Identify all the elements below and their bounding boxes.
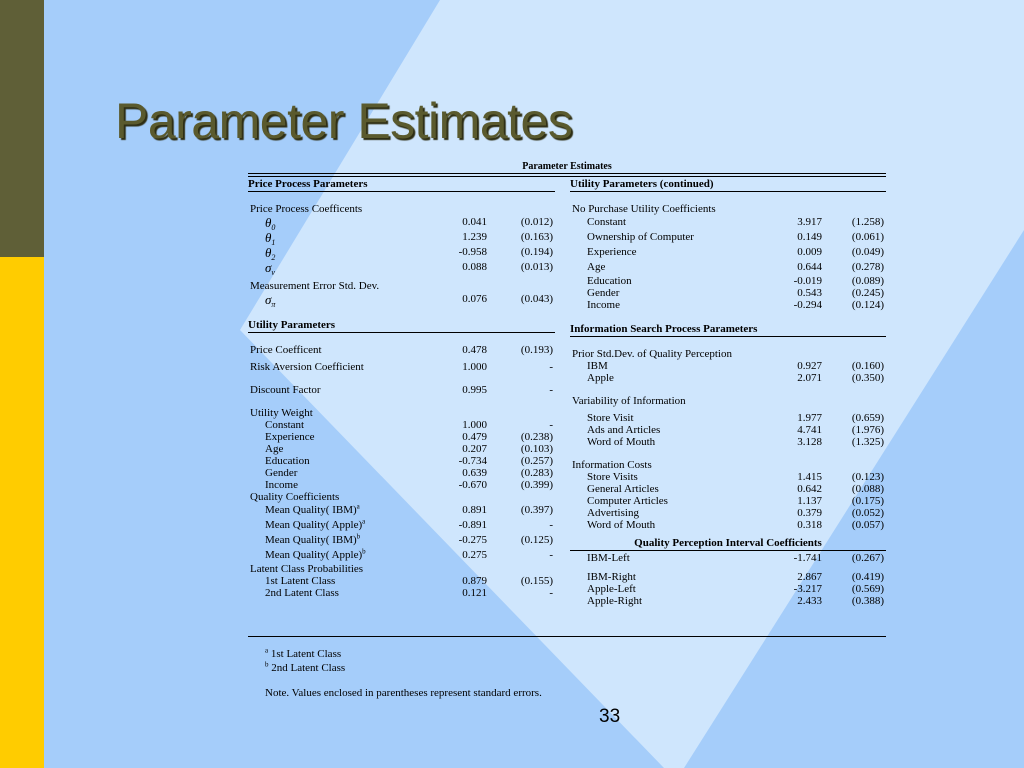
estimate-value: 0.121 <box>462 587 487 599</box>
table-row <box>570 230 886 245</box>
table-row <box>570 260 886 275</box>
row-label-text: Mean Quality( IBM) <box>265 504 357 516</box>
table-row <box>570 459 886 471</box>
standard-error: - <box>549 587 553 599</box>
table-row <box>570 551 886 566</box>
parameter-table <box>248 160 886 699</box>
estimate-value: 0.207 <box>462 443 487 455</box>
standard-error: (0.061) <box>851 231 884 243</box>
table-row <box>570 519 886 531</box>
table-row <box>570 348 886 360</box>
note-text: Note. Values enclosed in parentheses represent standard errors. <box>265 687 542 699</box>
table-row <box>248 503 555 518</box>
standard-error: (0.155) <box>520 575 553 587</box>
row-gap <box>248 396 555 407</box>
table-row <box>570 483 886 495</box>
row-label: General Articles <box>587 483 659 495</box>
estimate-value: 1.137 <box>797 495 822 507</box>
page-number: 33 <box>599 706 621 727</box>
row-label: Advertising <box>587 507 639 519</box>
row-label: IBM <box>587 360 608 372</box>
row-label <box>265 503 360 518</box>
olive-side-bar <box>0 0 44 257</box>
row-label <box>265 292 275 312</box>
row-gap <box>570 192 886 203</box>
table-row <box>248 203 555 215</box>
table-row <box>248 575 555 587</box>
row-gap <box>248 192 555 203</box>
table-row <box>248 292 555 310</box>
estimate-value: 1.239 <box>462 231 487 243</box>
table-row <box>248 407 555 419</box>
row-label: IBM-Right <box>587 571 636 583</box>
row-label: Price Coefficent <box>250 344 322 356</box>
estimate-value: 0.927 <box>797 360 822 372</box>
greek-subscript: 2 <box>271 253 276 263</box>
row-label: Discount Factor <box>250 384 321 396</box>
row-label: Experience <box>265 431 315 443</box>
table-note <box>265 648 542 661</box>
table-row <box>248 455 555 467</box>
row-label: Income <box>265 479 298 491</box>
standard-error: (0.245) <box>851 287 884 299</box>
standard-error: (0.267) <box>851 552 884 564</box>
table-row <box>248 443 555 455</box>
estimate-value: 0.479 <box>462 431 487 443</box>
estimate-value: 0.379 <box>797 507 822 519</box>
row-gap <box>248 333 555 344</box>
standard-error: - <box>549 419 553 431</box>
row-label: Store Visit <box>587 412 634 424</box>
standard-error: (0.194) <box>520 246 553 258</box>
estimate-value: -0.734 <box>458 455 487 467</box>
row-label <box>265 548 366 563</box>
row-gap <box>570 384 886 395</box>
estimate-value: 4.741 <box>797 424 822 436</box>
table-right-column <box>570 177 886 607</box>
table-row <box>248 431 555 443</box>
table-row <box>570 203 886 215</box>
standard-error: (0.103) <box>520 443 553 455</box>
table-row <box>570 424 886 436</box>
standard-error: (0.124) <box>851 299 884 311</box>
table-note <box>265 662 542 675</box>
estimate-value: 0.275 <box>462 549 487 561</box>
row-label <box>265 518 365 533</box>
row-label: Constant <box>265 419 305 431</box>
greek-symbol: θ <box>265 230 272 245</box>
standard-error: (0.350) <box>851 372 884 384</box>
table-notes <box>265 648 542 701</box>
table-row <box>570 287 886 299</box>
row-label: IBM-Left <box>587 552 630 564</box>
estimate-value: 3.128 <box>797 436 822 448</box>
table-row <box>570 360 886 372</box>
estimate-value: 0.644 <box>797 261 822 273</box>
row-label: Quality Coefficients <box>250 491 340 503</box>
table-row <box>248 587 555 599</box>
standard-error: (0.569) <box>851 583 884 595</box>
table-row <box>570 436 886 448</box>
row-label: Age <box>265 443 284 455</box>
estimate-value: -3.217 <box>793 583 822 595</box>
estimate-value: 0.041 <box>462 216 487 228</box>
footnote-marker: b <box>265 660 269 669</box>
estimate-value: 0.318 <box>797 519 822 531</box>
row-label: No Purchase Utility Coefficients <box>572 203 716 215</box>
standard-error: (0.419) <box>851 571 884 583</box>
row-label-text: Mean Quality( IBM) <box>265 534 357 546</box>
row-label: Ads and Articles <box>587 424 661 436</box>
row-label: Apple-Left <box>587 583 636 595</box>
estimate-value: 0.891 <box>462 504 487 516</box>
row-label: Apple <box>587 372 614 384</box>
greek-subscript: 1 <box>271 238 276 248</box>
greek-symbol: θ <box>265 215 272 230</box>
row-label: Store Visits <box>587 471 638 483</box>
section-header: Information Search Process Parameters <box>570 322 886 337</box>
table-row <box>570 583 886 595</box>
row-label: Gender <box>587 287 620 299</box>
row-gap <box>570 337 886 348</box>
table-row <box>248 260 555 278</box>
table-row <box>570 507 886 519</box>
estimate-value: -0.294 <box>793 299 822 311</box>
greek-symbol: σ <box>265 292 272 307</box>
greek-symbol: θ <box>265 245 272 260</box>
table-row <box>248 361 555 373</box>
row-gap <box>248 307 555 318</box>
estimate-value: 2.071 <box>797 372 822 384</box>
row-label: Variability of Information <box>572 395 686 407</box>
estimate-value: 0.879 <box>462 575 487 587</box>
estimate-value: 2.433 <box>797 595 822 607</box>
standard-error: (0.238) <box>520 431 553 443</box>
standard-error: (0.043) <box>520 293 553 305</box>
estimate-value: -0.891 <box>458 519 487 531</box>
row-label: Gender <box>265 467 298 479</box>
standard-error: (1.976) <box>851 424 884 436</box>
table-left-column <box>248 177 555 599</box>
table-row <box>248 563 555 575</box>
estimate-value: 1.000 <box>462 419 487 431</box>
footnote-marker: a <box>265 646 269 655</box>
row-label: Measurement Error Std. Dev. <box>250 280 380 292</box>
estimate-value: 0.642 <box>797 483 822 495</box>
estimate-value: -0.958 <box>458 246 487 258</box>
estimate-value: 1.000 <box>462 361 487 373</box>
row-label: Risk Aversion Coefficient <box>250 361 364 373</box>
table-row <box>570 395 886 407</box>
estimate-value: 0.149 <box>797 231 822 243</box>
estimate-value: -1.741 <box>793 552 822 564</box>
row-label: Utility Weight <box>250 407 313 419</box>
standard-error: (0.057) <box>851 519 884 531</box>
row-label: 1st Latent Class <box>265 575 336 587</box>
greek-subscript: 0 <box>271 223 276 233</box>
estimate-value: -0.019 <box>793 275 822 287</box>
table-row <box>570 372 886 384</box>
standard-error: (0.397) <box>520 504 553 516</box>
estimate-value: 0.639 <box>462 467 487 479</box>
table-row <box>248 518 555 533</box>
standard-error: (0.283) <box>520 467 553 479</box>
table-row <box>248 384 555 396</box>
standard-error: (0.659) <box>851 412 884 424</box>
standard-error: (0.052) <box>851 507 884 519</box>
table-row <box>248 533 555 548</box>
table-row <box>570 215 886 230</box>
row-label-text: Mean Quality( Apple) <box>265 519 363 531</box>
standard-error: - <box>549 384 553 396</box>
table-row <box>570 495 886 507</box>
table-row <box>570 412 886 424</box>
standard-error: (0.175) <box>851 495 884 507</box>
table-row <box>248 491 555 503</box>
estimate-value: 2.867 <box>797 571 822 583</box>
row-label: Apple-Right <box>587 595 642 607</box>
row-label: Age <box>587 261 606 273</box>
standard-error: - <box>549 361 553 373</box>
greek-subscript: ν <box>271 268 275 278</box>
table-columns <box>248 177 886 635</box>
row-label: Computer Articles <box>587 495 668 507</box>
estimate-value: 0.076 <box>462 293 487 305</box>
standard-error: (0.013) <box>520 261 553 273</box>
slide-title: Parameter Estimates <box>115 93 573 149</box>
standard-error: (1.325) <box>851 436 884 448</box>
estimate-value: 0.009 <box>797 246 822 258</box>
table-row <box>570 275 886 287</box>
table-bottom-rule <box>248 636 886 637</box>
row-label: Experience <box>587 246 637 258</box>
row-label <box>265 533 360 548</box>
estimate-value: 0.478 <box>462 344 487 356</box>
estimate-value: 0.995 <box>462 384 487 396</box>
table-row <box>248 215 555 233</box>
section-header: Price Process Parameters <box>248 177 555 192</box>
table-row <box>248 479 555 491</box>
standard-error: (1.258) <box>851 216 884 228</box>
note-text: 1st Latent Class <box>270 648 342 660</box>
row-label: Price Process Coefficents <box>250 203 363 215</box>
yellow-side-bar <box>0 257 44 768</box>
standard-error: - <box>549 519 553 531</box>
table-title: Parameter Estimates <box>522 161 612 172</box>
greek-symbol: σ <box>265 260 272 275</box>
footnote-marker: b <box>362 547 366 556</box>
table-row <box>248 419 555 431</box>
estimate-value: -0.670 <box>458 479 487 491</box>
section-header: Quality Perception Interval Coefficients <box>570 536 886 551</box>
standard-error: (0.160) <box>851 360 884 372</box>
standard-error: (0.125) <box>520 534 553 546</box>
estimate-value: -0.275 <box>458 534 487 546</box>
row-label: 2nd Latent Class <box>265 587 339 599</box>
row-label: Word of Mouth <box>587 436 656 448</box>
estimate-value: 3.917 <box>797 216 822 228</box>
row-label: Education <box>587 275 632 287</box>
row-label-text: Mean Quality( Apple) <box>265 549 363 561</box>
greek-subscript: π <box>271 300 276 310</box>
section-header: Utility Parameters <box>248 318 555 333</box>
row-gap <box>570 448 886 459</box>
standard-error: (0.388) <box>851 595 884 607</box>
estimate-value: 1.415 <box>797 471 822 483</box>
table-row <box>248 548 555 563</box>
row-label <box>265 260 275 280</box>
row-label: Income <box>587 299 620 311</box>
table-row <box>570 245 886 260</box>
table-row <box>570 595 886 607</box>
table-row <box>248 230 555 248</box>
row-label: Prior Std.Dev. of Quality Perception <box>572 348 732 360</box>
standard-error: (0.278) <box>851 261 884 273</box>
standard-error: (0.163) <box>520 231 553 243</box>
standard-error: (0.257) <box>520 455 553 467</box>
row-label: Latent Class Probabilities <box>250 563 364 575</box>
standard-error: (0.123) <box>851 471 884 483</box>
footnote-marker: a <box>356 502 360 511</box>
standard-error: (0.012) <box>520 216 553 228</box>
row-label: Constant <box>587 216 627 228</box>
table-note <box>265 687 542 700</box>
standard-error: - <box>549 549 553 561</box>
row-label: Word of Mouth <box>587 519 656 531</box>
table-row <box>248 245 555 263</box>
row-label: Education <box>265 455 310 467</box>
table-row <box>570 471 886 483</box>
estimate-value: 1.977 <box>797 412 822 424</box>
standard-error: (0.399) <box>520 479 553 491</box>
standard-error: (0.089) <box>851 275 884 287</box>
row-gap <box>570 311 886 322</box>
table-row <box>248 467 555 479</box>
row-label: Ownership of Computer <box>587 231 694 243</box>
table-row <box>570 571 886 583</box>
note-text: 2nd Latent Class <box>271 662 346 674</box>
footnote-marker: b <box>356 532 361 541</box>
standard-error: (0.049) <box>851 246 884 258</box>
table-row <box>248 344 555 356</box>
row-gap <box>248 373 555 384</box>
table-row <box>570 299 886 311</box>
footnote-marker: a <box>362 517 366 526</box>
section-header: Utility Parameters (continued) <box>570 177 886 192</box>
estimate-value: 0.088 <box>462 261 487 273</box>
standard-error: (0.193) <box>520 344 553 356</box>
table-row <box>248 280 555 292</box>
row-label: Information Costs <box>572 459 652 471</box>
standard-error: (0.088) <box>851 483 884 495</box>
estimate-value: 0.543 <box>797 287 822 299</box>
